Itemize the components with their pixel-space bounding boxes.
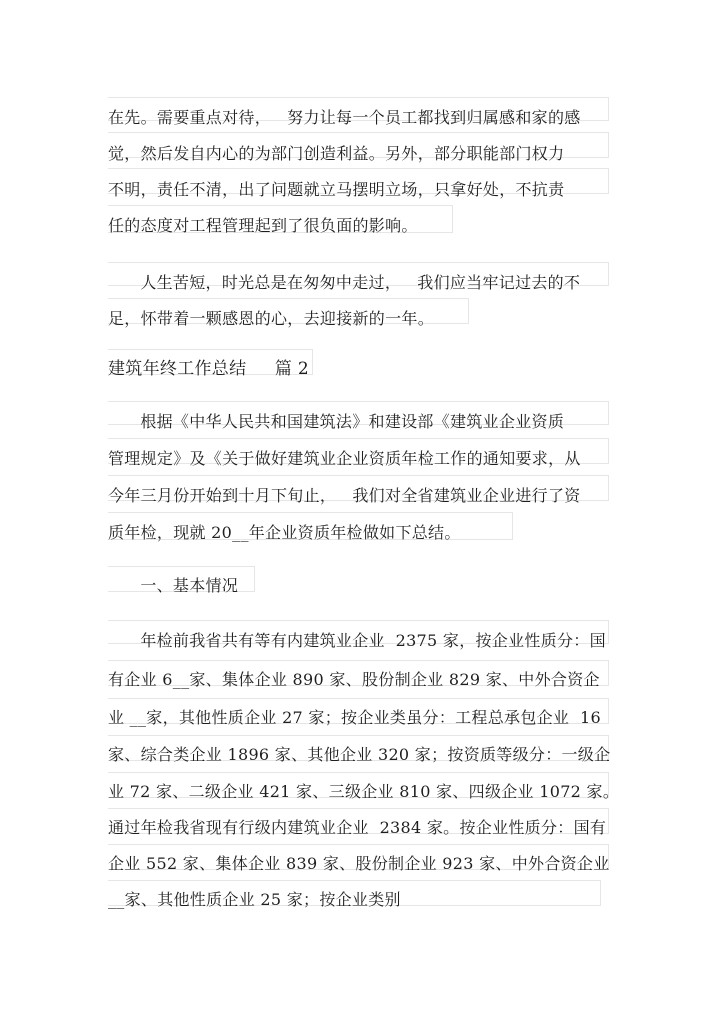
subsection-title: 一、基本情况: [108, 576, 239, 595]
paragraph-line: 通过年检我省现有行级内建筑业企业 2384 家。按企业性质分：国有: [108, 818, 607, 837]
section-heading: 建筑年终工作总结 篇 2: [108, 359, 310, 379]
paragraph-line: 有企业 6__家、集体企业 890 家、股份制企业 829 家、中外合资企: [108, 670, 600, 689]
paragraph-line: 足，怀带着一颗感恩的心，去迎接新的一年。: [108, 309, 435, 328]
paragraph-line: 人生苦短，时光总是在匆匆中走过， 我们应当牢记过去的不: [108, 273, 581, 292]
paragraph-line: 业 72 家、二级企业 421 家、三级企业 810 家、四级企业 1072 家。: [108, 782, 620, 801]
paragraph-line: 不明，责任不清，出了问题就立马摆明立场，只拿好处，不抗责: [108, 180, 565, 199]
paragraph-line: 家、综合类企业 1896 家、其他企业 320 家；按资质等级分：一级企: [108, 745, 611, 764]
paragraph-line: 在先。需要重点对待， 努力让每一个员工都找到归属感和家的感: [108, 108, 581, 127]
paragraph-line: 年检前我省共有等有内建筑业企业 2375 家，按企业性质分：国: [108, 631, 606, 650]
paragraph-line: 今年三月份开始到十月下旬止， 我们对全省建筑业企业进行了资: [108, 486, 581, 505]
paragraph-line: __家、其他性质企业 25 家；按企业类别: [108, 890, 401, 909]
paragraph-line: 根据《中华人民共和国建筑法》和建设部《建筑业企业资质: [108, 412, 565, 431]
paragraph-line: 管理规定》及《关于做好建筑业企业资质年检工作的通知要求，从: [108, 449, 581, 468]
paragraph-line: 觉，然后发自内心的为部门创造利益。另外，部分职能部门权力: [108, 144, 565, 163]
paragraph-line: 企业 552 家、集体企业 839 家、股份制企业 923 家、中外合资企业: [108, 854, 610, 873]
paragraph-line: 质年检，现就 20__年企业资质年检做如下总结。: [108, 523, 461, 542]
paragraph-line: 业 __家，其他性质企业 27 家；按企业类虽分：工程总承包企业 16: [108, 708, 601, 727]
paragraph-line: 任的态度对工程管理起到了很负面的影响。: [108, 216, 418, 235]
